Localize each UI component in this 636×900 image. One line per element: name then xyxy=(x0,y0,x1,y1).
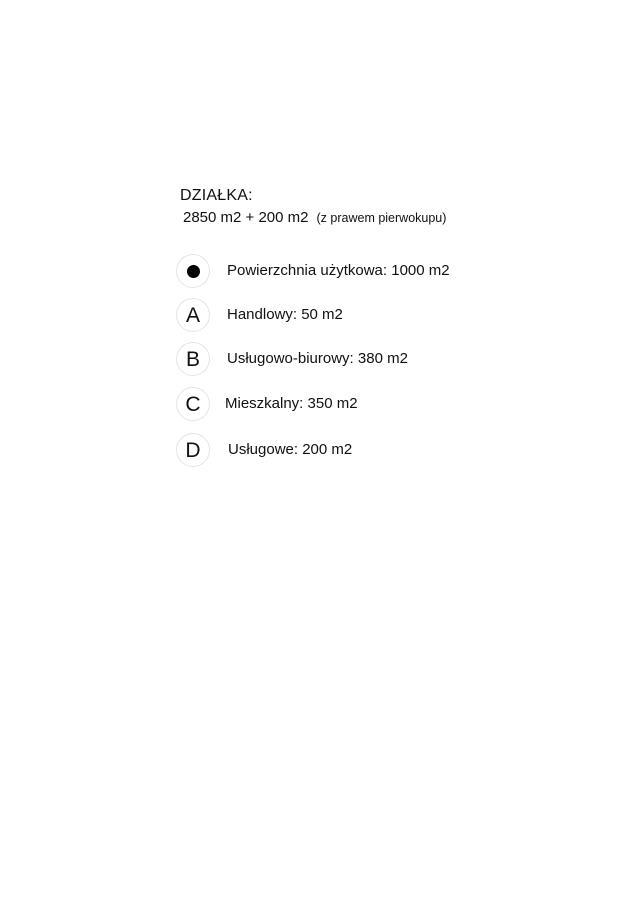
legend-item-total-area xyxy=(176,253,450,289)
legend-label-a: Handlowy: 50 m2 xyxy=(227,306,343,323)
plot-area-note: (z prawem pierwokupu) xyxy=(316,211,447,225)
plot-area-line xyxy=(180,208,600,228)
legend-item-a xyxy=(176,297,343,333)
legend-label-d: Usługowe: 200 m2 xyxy=(228,441,353,458)
legend-marker-a: A xyxy=(176,298,210,332)
legend-item-d xyxy=(176,432,352,468)
plot-header xyxy=(180,186,600,228)
legend-label-total: Powierzchnia użytkowa: 1000 m2 xyxy=(227,262,450,279)
filled-dot-icon xyxy=(187,265,200,278)
legend-marker-b: B xyxy=(176,342,210,376)
legend-label-c: Mieszkalny: 350 m2 xyxy=(225,395,358,412)
legend-item-c xyxy=(176,386,358,422)
plot-area-value: 2850 m2 + 200 m2 xyxy=(183,209,309,226)
legend-marker-c: C xyxy=(176,387,210,421)
legend-marker-d: D xyxy=(176,433,210,467)
legend-label-b: Usługowo-biurowy: 380 m2 xyxy=(227,350,408,367)
legend-marker-total xyxy=(176,254,210,288)
plot-title: DZIAŁKA: xyxy=(180,187,253,204)
legend-item-b xyxy=(176,341,408,377)
